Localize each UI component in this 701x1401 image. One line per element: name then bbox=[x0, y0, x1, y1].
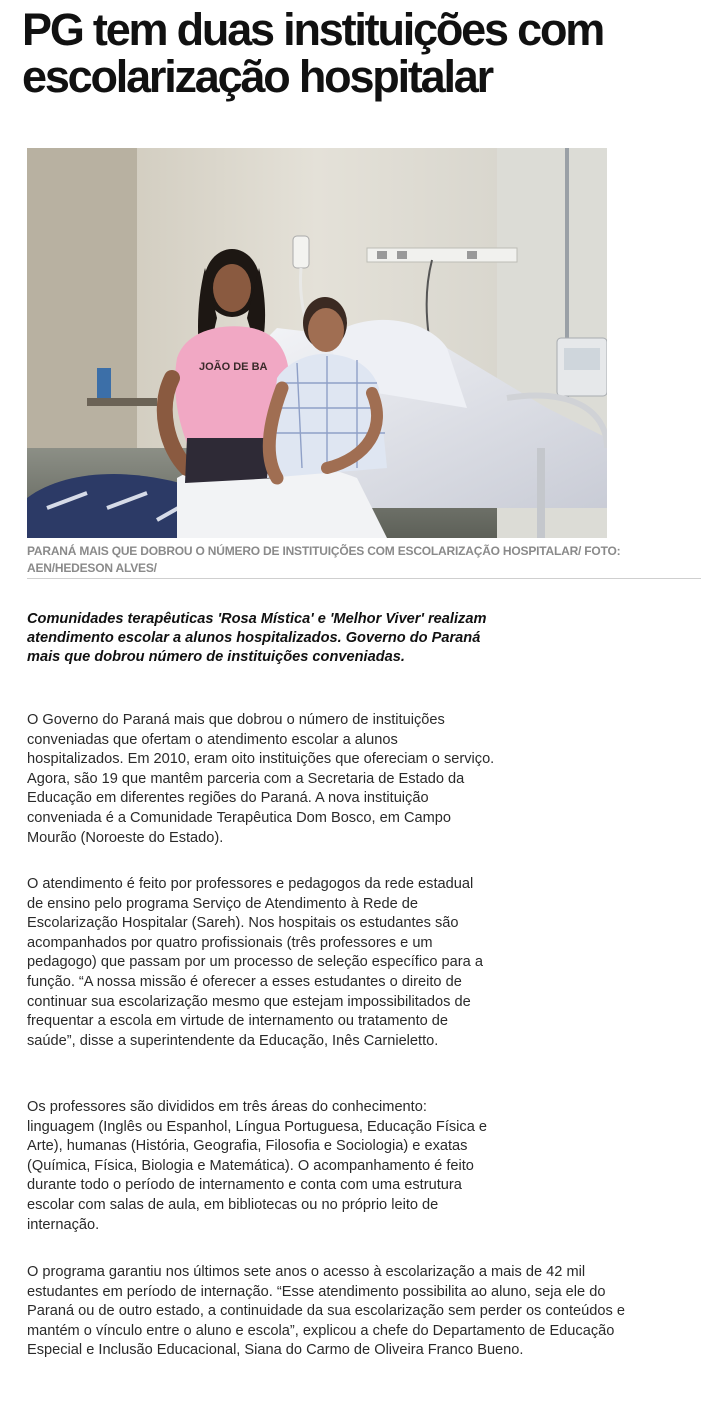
article-lead: Comunidades terapêuticas 'Rosa Mística' e 'Melhor Viver' realizam atendimento escolar a alunos hospitalizados. Governo do Paraná mais que dobrou número de instituições conveniadas. bbox=[27, 611, 487, 665]
article-photo bbox=[27, 148, 607, 538]
article-paragraph: O Governo do Paraná mais que dobrou o número de instituições conveniadas que ofertam o atendimento escolar a alunos hospitalizados. Em 2010, eram oito instituições que ofereciam o serviço. Agora, são 19 que mantêm parceria com a Secretaria de Estado da Educação em diferentes regiões do Paraná. A nova instituição conveniada é a Comunidade Terapêutica Dom Bosco, em Campo Mourão (Noroeste do Estado). bbox=[27, 712, 495, 846]
photo-caption: PARANÁ MAIS QUE DOBROU O NÚMERO DE INSTITUIÇÕES COM ESCOLARIZAÇÃO HOSPITALAR/ FOTO: AEN/HEDESON ALVES/ bbox=[27, 544, 621, 575]
article-paragraph: O atendimento é feito por professores e pedagogos da rede estadual de ensino pelo programa Serviço de Atendimento à Rede de Escolarização Hospitalar (Sareh). Nos hospitais os estudantes são acompanhados por quatro profissionais (três professores e um pedagogo) que passam por um processo de seleção específico para a função. “A nossa missão é oferecer a esses estudantes o direito de continuar sua escolarização mesmo que estejam impossibilitados de frequentar a escola em virtude de internamento ou tratamento de saúde”, disse a superintendente da Educação, Inês Carnieletto. bbox=[27, 876, 483, 1049]
article-paragraph: Os professores são divididos em três áreas do conhecimento: linguagem (Inglês ou Espanhol, Língua Portuguesa, Educação Física e Arte), humanas (História, Geografia, Filosofia e Sociologia) e exatas (Química, Física, Biologia e Matemática). O acompanhamento é feito durante todo o período de internamento e conta com uma estrutura escolar com salas de aula, em bibliotecas ou no próprio leito de internação. bbox=[27, 1099, 488, 1233]
article-headline: PG tem duas instituições com escolarização hospitalar bbox=[22, 4, 604, 102]
hospital-room-photo bbox=[27, 148, 607, 538]
caption-divider bbox=[27, 578, 701, 579]
shirt-print: JOÃO DE BA bbox=[199, 361, 268, 373]
article-paragraph: O programa garantiu nos últimos sete anos o acesso à escolarização a mais de 42 mil estudantes em período de internação. “Esse atendimento possibilita ao aluno, seja ele do Paraná ou de outro estado, a continuidade da sua escolarização sem perder os conteúdos e mantém o vínculo entre o aluno e escola”, explicou a chefe do Departamento de Educação Especial e Inclusão Educacional, Siana do Carmo de Oliveira Franco Bueno. bbox=[27, 1264, 625, 1359]
